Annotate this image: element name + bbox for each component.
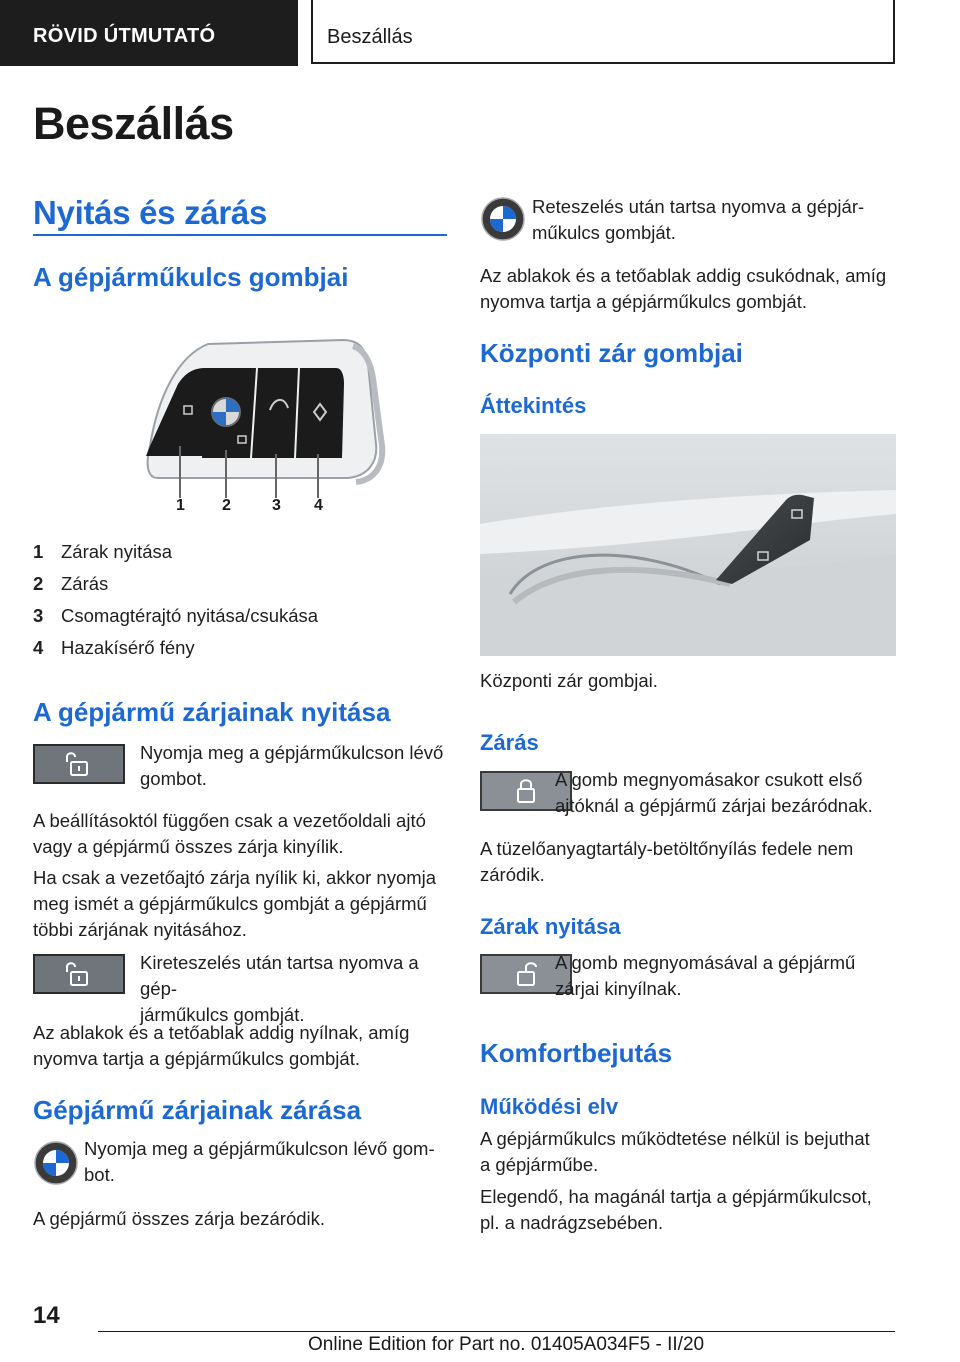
unlock-button-image [33, 744, 125, 784]
heading-lock: Gépjármű zárjainak zárása [33, 1095, 362, 1125]
key-fob-illustration [98, 336, 388, 518]
heading-unlock-sub: Zárak nyitása [480, 914, 621, 939]
key-label-3: 3 [272, 497, 281, 514]
unlock-paragraph-1: A beállításoktól függően csak a vezetőoldali ajtó vagy a gépjármű összes zárja kinyílik. [33, 810, 426, 857]
lock-hold-instruction: Reteszelés után tartsa nyomva a gépjár‐ műkulcs gombját. [532, 196, 865, 243]
heading-rule [33, 234, 447, 236]
unlock-paragraph-3: Az ablakok és a tetőablak addig nyílnak, amíg nyomva tartja a gépjárműkulcs gombját. [33, 1022, 410, 1069]
footer-rule [98, 1331, 895, 1332]
heading-principle: Működési elv [480, 1094, 619, 1119]
section-tab: RÖVID ÚTMUTATÓ [0, 0, 298, 66]
key-label-2: 2 [222, 497, 231, 514]
unlock-hold-instruction: Kireteszelés után tartsa nyomva a gép‐ járműkulcs gombját. [140, 952, 419, 1025]
key-label-4: 4 [314, 497, 323, 514]
unlock-button-image-2 [33, 954, 125, 994]
principle-paragraph-2: Elegendő, ha magánál tartja a gépjárműkulcsot, pl. a nadrágzsebében. [480, 1186, 872, 1233]
header-bar [0, 0, 960, 66]
unlock-instruction: Nyomja meg a gépjárműkulcson lévő gombot. [140, 742, 444, 789]
lock-button-description: A gomb megnyomásakor csukott első ajtóknál a gépjármű zárjai bezáródnak. [555, 769, 873, 816]
key-label-1: 1 [176, 497, 185, 514]
bmw-logo-icon [33, 1140, 79, 1186]
lock-paragraph: A gépjármű összes zárja bezáródik. [33, 1208, 326, 1229]
edition-note: Online Edition for Part no. 01405A034F5 - II/20 [308, 1334, 705, 1355]
lock-instruction: Nyomja meg a gépjárműkulcson lévő gom‐ bot. [84, 1138, 435, 1185]
heading-central-lock: Központi zár gombjai [480, 338, 743, 368]
page-title: Beszállás [33, 98, 234, 149]
lock-paragraph-2: Az ablakok és a tetőablak addig csukódnak, amíg nyomva tartja a gépjárműkulcs gombját. [480, 265, 887, 312]
photo-caption: Központi zár gombjai. [480, 670, 658, 691]
page-number: 14 [33, 1302, 60, 1329]
central-lock-photo [480, 434, 896, 656]
heading-comfort-access: Komfortbejutás [480, 1038, 673, 1068]
unlock-button-description: A gomb megnyomásával a gépjármű zárjai kinyílnak. [555, 952, 856, 999]
principle-paragraph-1: A gépjárműkulcs működtetése nélkül is bejuthat a gépjárműbe. [480, 1128, 870, 1175]
heading-key-buttons: A gépjárműkulcs gombjai [33, 262, 349, 292]
heading-overview: Áttekintés [480, 393, 587, 418]
bmw-logo-icon [480, 196, 526, 242]
heading-unlock: A gépjármű zárjainak nyitása [33, 697, 391, 727]
heading-lock-sub: Zárás [480, 730, 539, 755]
unlock-icon [35, 956, 123, 992]
unlock-icon [35, 746, 123, 782]
chapter-tab: Beszállás [311, 0, 895, 64]
heading-open-close: Nyitás és zárás [33, 194, 267, 231]
fuel-flap-note: A tüzelőanyagtartály-betöltőnyílás fedele nem záródik. [480, 838, 854, 885]
unlock-paragraph-2: Ha csak a vezetőajtó zárja nyílik ki, akkor nyomja meg ismét a gépjárműkulcs gombját a gépjármű többi zárjának nyitásához. [33, 867, 437, 940]
